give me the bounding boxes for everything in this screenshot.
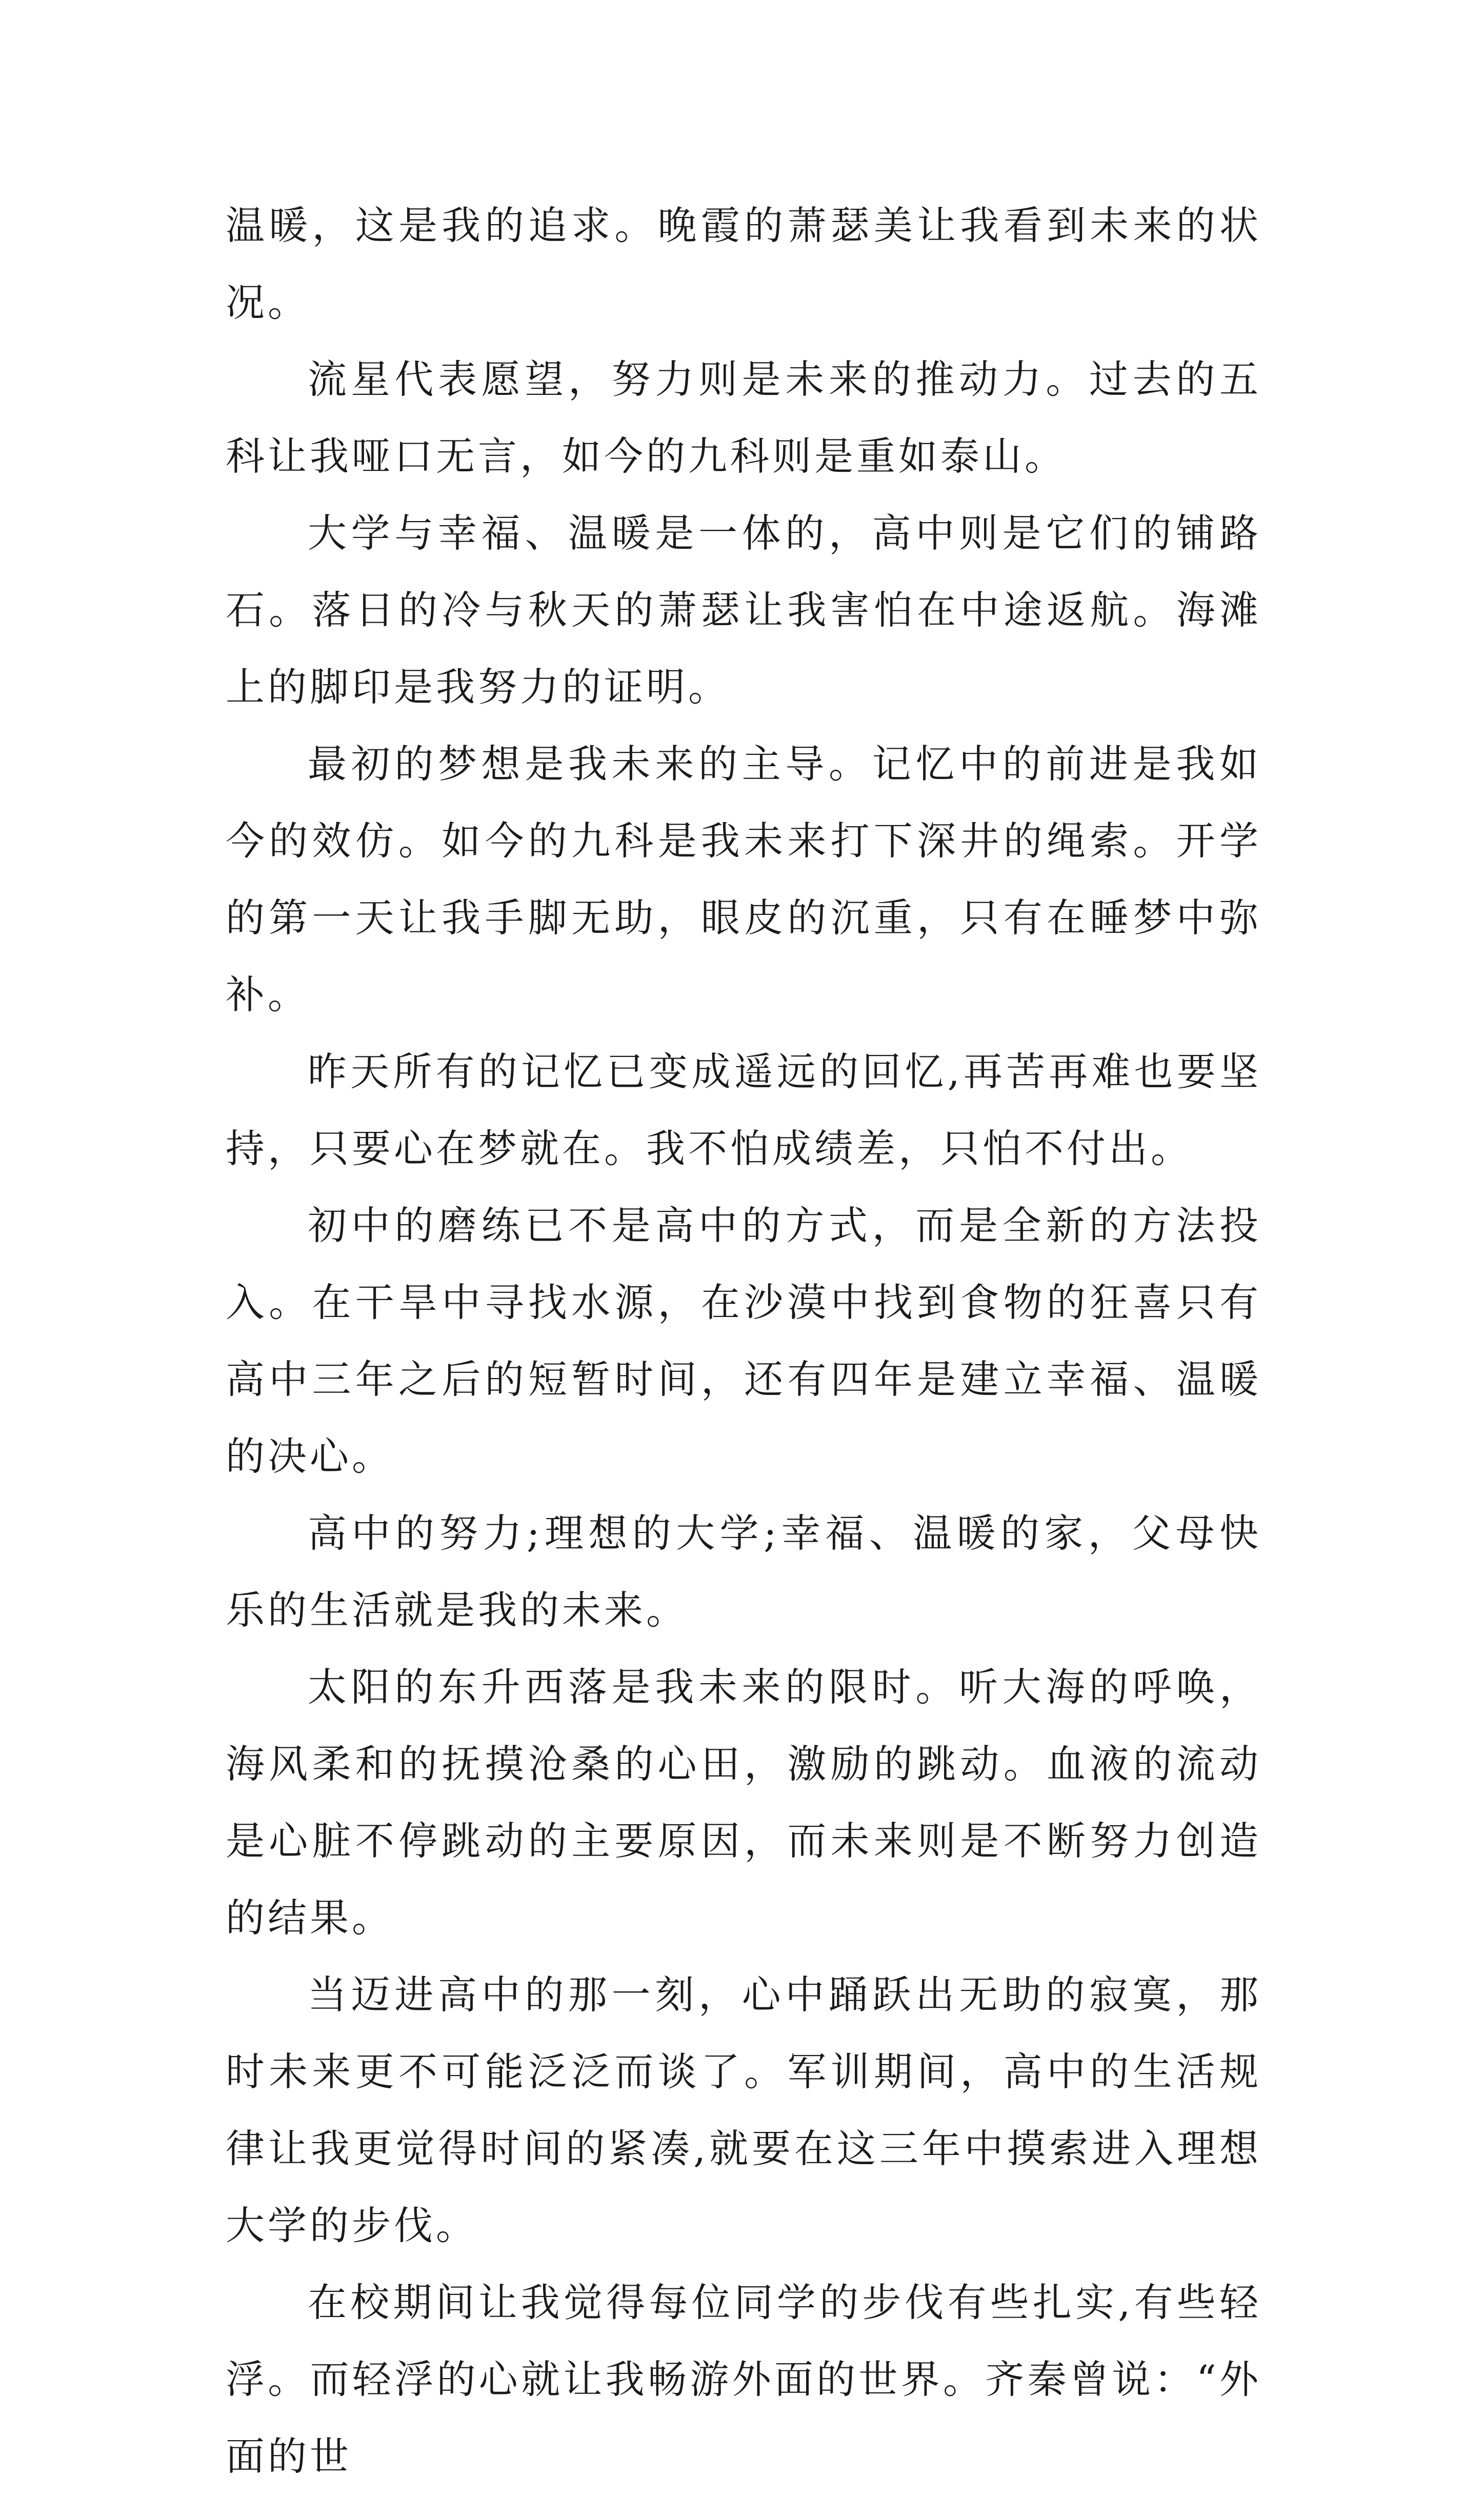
paragraph-2: 流星代表愿望，努力则是未来的推动力。过去的五科让我哑口无言，如今的九科则是重如泰山。	[226, 356, 1261, 479]
document-body	[226, 187, 1261, 2495]
paragraph-1: 温暖，这是我的追求。晚霞的萧瑟美让我看到未来的状况。	[226, 203, 1261, 325]
paragraph-4: 最初的梦想是我未来的主导。记忆中的前进是我如今的效仿。如今的九科是我未来打下深井的绳索。开学的第一天让我手脚无助，眼皮的沉重，只有在睡梦中弥补。	[226, 741, 1261, 1017]
paragraph-9: 当迈进高中的那一刻，心中踊跃出无助的寂寞，那时未来更不可能泛泛而谈了。军训期间，高中的生活规律让我更觉得时间的紧凑,就要在这三年中摸索进入理想大学的步伐。	[226, 1972, 1261, 2248]
paragraph-8: 太阳的东升西落是我未来的限时。听大海的呼唤，海风柔和的抚摸沧桑的心田，激励的跳动。血液的流动是心脏不停跳动的主要原因，而未来则是不断努力创造的结果。	[226, 1664, 1261, 1941]
paragraph-10: 在校期间让我觉得每位同学的步伐有些扎实,有些轻浮。而轻浮的心就让我畅游外面的世界。齐秦曾说：“外面的世	[226, 2280, 1261, 2479]
paragraph-3: 大学与幸福、温暖是一体的，高中则是它们的铺路石。落日的冷与秋天的萧瑟让我害怕在中途返航。海滩上的脚印是我努力的证明。	[226, 510, 1261, 710]
paragraph-5: 昨天所有的记忆已变成遥远的回忆,再苦再难也要坚持，只要心在梦就在。我不怕成绩差，只怕不付出。	[226, 1049, 1261, 1171]
paragraph-6: 初中的磨练已不是高中的方式，而是全新的方法投入。在干旱中寻找水源，在沙漠中找到食物的狂喜只有高中三年之后的短暂时间，还有四年是建立幸福、温暖的决心。	[226, 1203, 1261, 1479]
paragraph-7: 高中的努力;理想的大学;幸福、温暖的家，父母快乐的生活就是我的未来。	[226, 1510, 1261, 1633]
